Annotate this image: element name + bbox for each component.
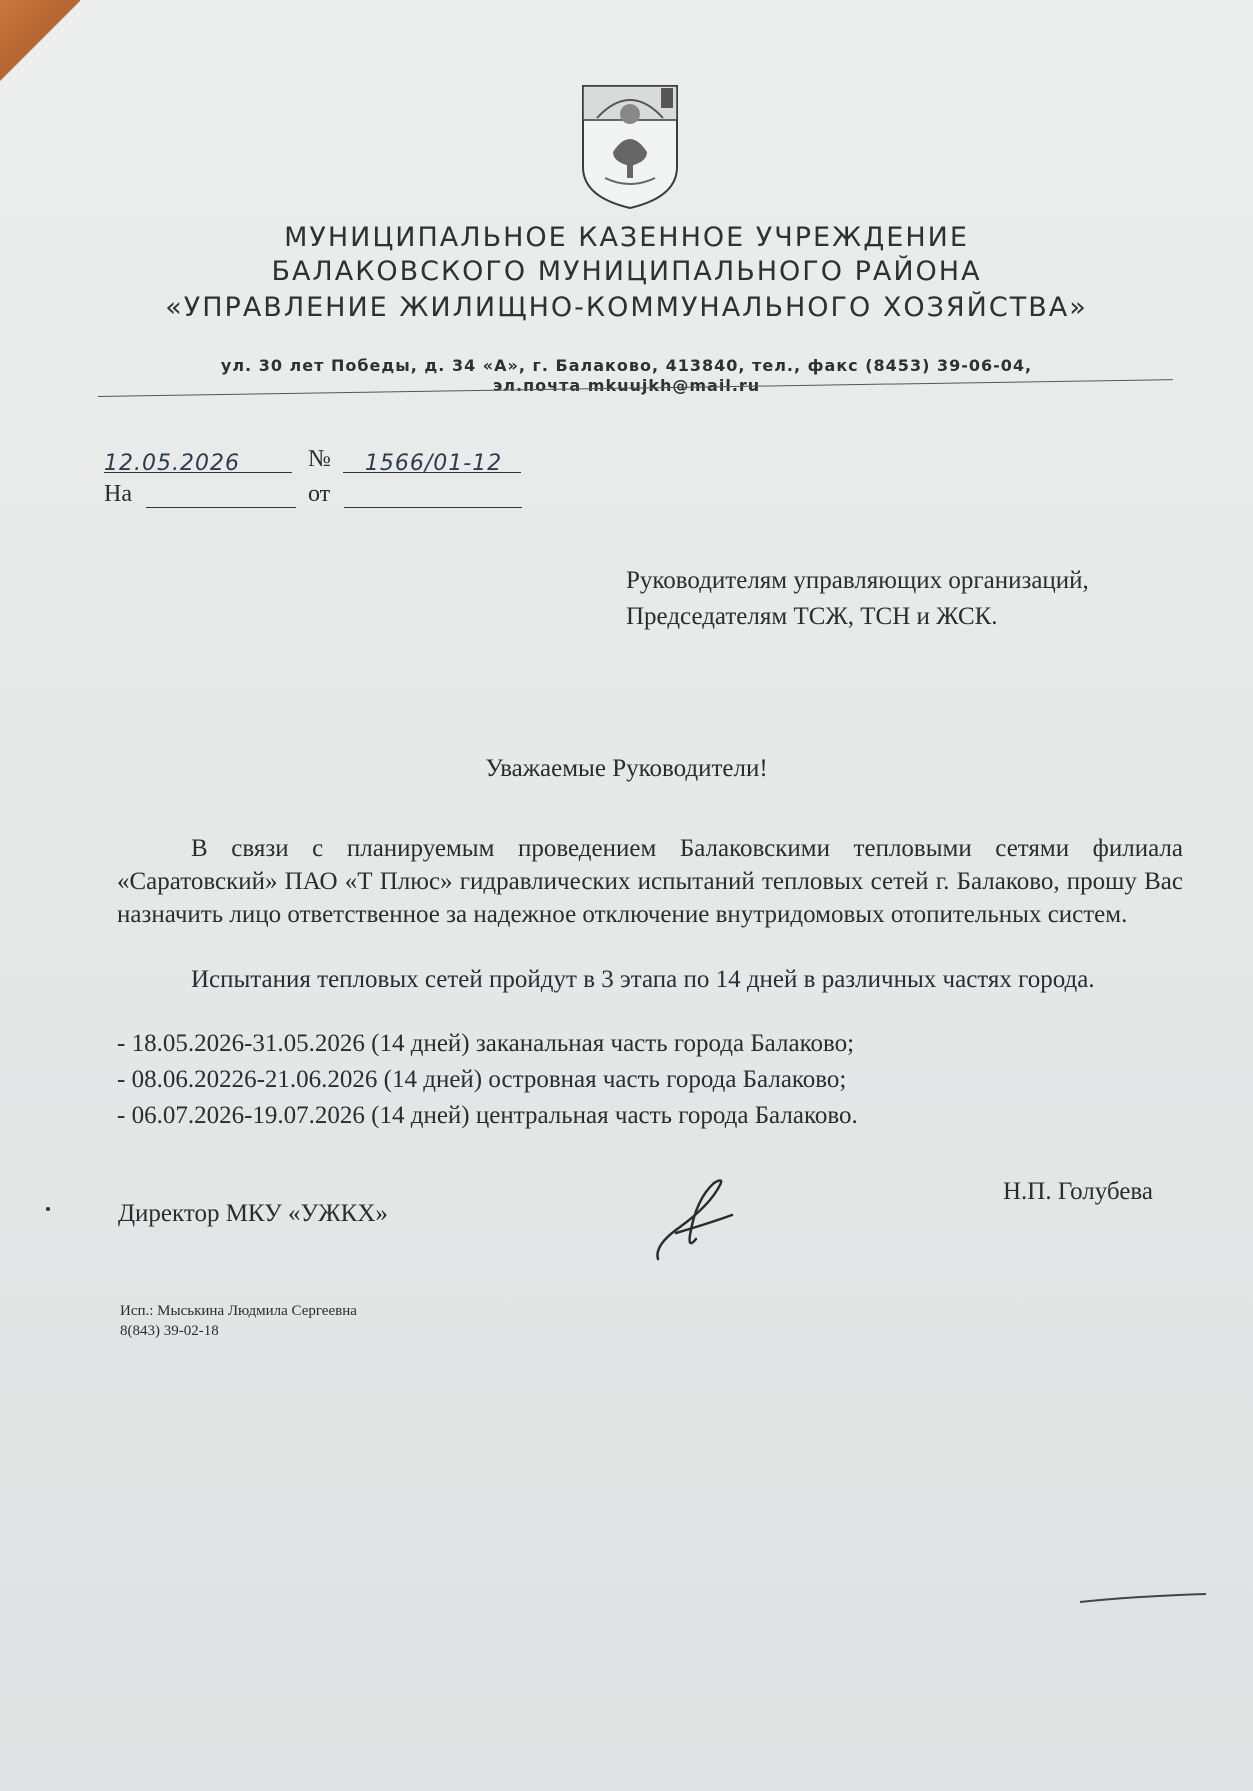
org-name-line-3: «УПРАВЛЕНИЕ ЖИЛИЩНО-КОММУНАЛЬНОГО ХОЗЯЙСТВА» xyxy=(165,292,1088,323)
org-name-line-1: МУНИЦИПАЛЬНОЕ КАЗЕННОЕ УЧРЕЖДЕНИЕ xyxy=(284,222,969,253)
schedule-item-3: - 06.07.2026-19.07.2026 (14 дней) центральная часть города Балаково. xyxy=(117,1102,858,1129)
greeting: Уважаемые Руководители! xyxy=(485,755,768,782)
body-paragraph-1: В связи с планируемым проведением Балаковскими тепловыми сетями филиала «Саратовский» ПАО «Т Плюс» гидравлических испытаний тепловых сетей г. Балаково, прошу Вас назначить лицо ответственное за надежное отключение внутридомовых отопительных систем. xyxy=(117,835,1183,928)
addressee-line-2: Председателям ТСЖ, ТСН и ЖСК. xyxy=(626,603,998,630)
reply-to-label: На xyxy=(104,481,132,507)
addressee-line-1: Руководителям управляющих организаций, xyxy=(626,567,1089,594)
schedule-item-2: - 08.06.20226-21.06.2026 (14 дней) островная часть города Балаково; xyxy=(117,1066,847,1093)
outgoing-number: 1566/01-12 xyxy=(364,451,503,476)
number-sign: № xyxy=(308,446,331,472)
handwritten-signature xyxy=(650,1175,770,1265)
body-paragraph-2: Испытания тепловых сетей пройдут в 3 этапа по 14 дней в различных частях города. xyxy=(191,966,1095,993)
from-label: от xyxy=(307,481,331,507)
coat-of-arms-emblem xyxy=(577,82,683,212)
executor-name: Исп.: Мыськина Людмила Сергеевна xyxy=(120,1303,357,1319)
signatory-name: Н.П. Голубева xyxy=(1003,1178,1153,1205)
schedule-item-1: - 18.05.2026-31.05.2026 (14 дней) заканальная часть города Балаково; xyxy=(117,1030,855,1057)
speck xyxy=(46,1207,50,1211)
pen-mark xyxy=(1078,1590,1208,1604)
org-address: ул. 30 лет Победы, д. 34 «А», г. Балаково, 413840, тел., факс (8453) 39-06-04, xyxy=(220,356,1033,375)
executor-phone: 8(843) 39-02-18 xyxy=(120,1323,219,1339)
registration-line-1 xyxy=(104,446,521,476)
outgoing-date: 12.05.2026 xyxy=(104,451,240,476)
registration-line-2 xyxy=(104,481,522,508)
signatory-title: Директор МКУ «УЖКХ» xyxy=(118,1200,388,1227)
org-email: эл.почта mkuujkh@mail.ru xyxy=(492,376,761,395)
org-name-line-2: БАЛАКОВСКОГО МУНИЦИПАЛЬНОГО РАЙОНА xyxy=(271,256,982,287)
